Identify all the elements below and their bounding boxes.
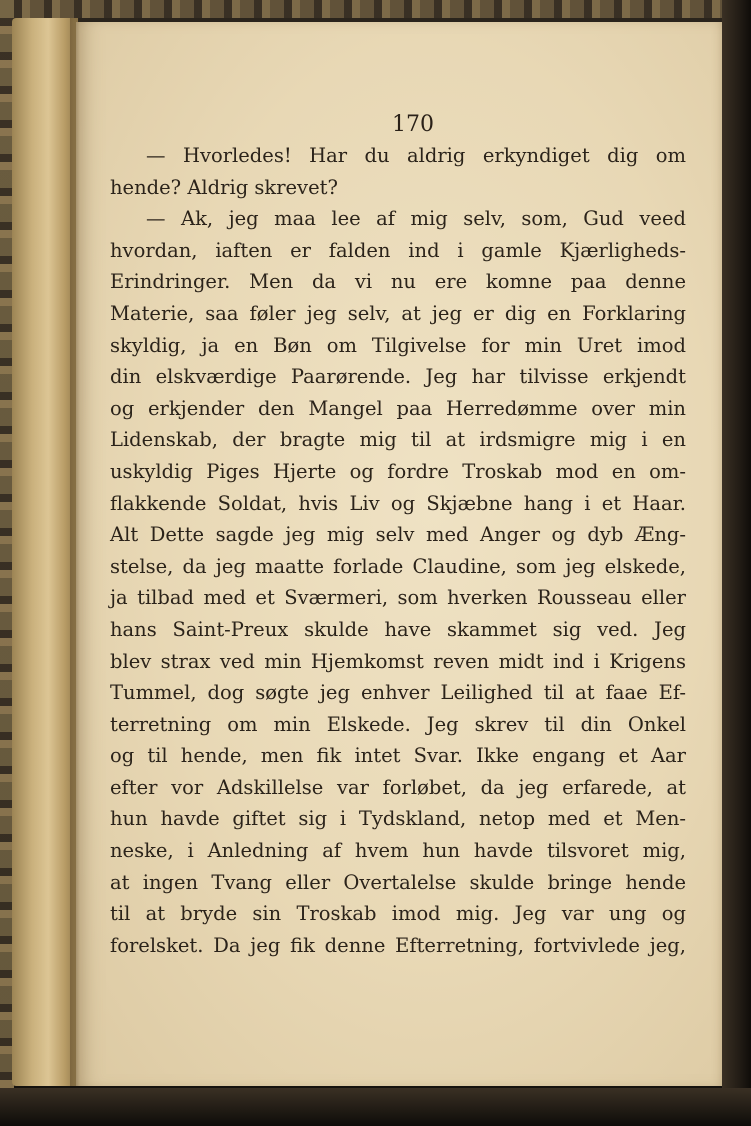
text-line: hvordan, iaften er falden ind i gamle Kjærligheds- bbox=[110, 238, 686, 262]
book-cover-bottom-edge bbox=[0, 1088, 751, 1126]
book-cover-right-edge bbox=[722, 0, 751, 1126]
text-line: Lidenskab, der bragte mig til at irdsmigre mig i en bbox=[110, 428, 686, 452]
text-line: forelsket. Da jeg fik denne Efterretning, fortvivlede jeg, bbox=[110, 933, 686, 957]
text-line: hans Saint-Preux skulde have skammet sig ved. Jeg bbox=[110, 617, 686, 641]
text-line: hende? Aldrig skrevet? bbox=[110, 175, 338, 199]
text-line: uskyldig Piges Hjerte og fordre Troskab mod en om- bbox=[110, 459, 686, 483]
text-line: ja tilbad med et Sværmeri, som hverken Rousseau eller bbox=[110, 586, 686, 610]
text-line: neske, i Anledning af hvem hun havde tilsvoret mig, bbox=[110, 839, 686, 863]
text-line: Tummel, dog søgte jeg enhver Leilighed til at faae Ef- bbox=[110, 681, 686, 705]
text-line: — Hvorledes! Har du aldrig erkyndiget dig om bbox=[146, 144, 686, 167]
text-line: — Ak, jeg maa lee af mig selv, som, Gud veed bbox=[146, 207, 686, 231]
text-line: efter vor Adskillelse var forløbet, da jeg erfarede, at bbox=[110, 775, 686, 799]
page-text bbox=[110, 140, 686, 961]
text-line: Erindringer. Men da vi nu ere komne paa denne bbox=[110, 270, 686, 294]
text-line: terretning om min Elskede. Jeg skrev til din Onkel bbox=[110, 712, 686, 736]
book-cover-top-edge bbox=[0, 0, 751, 18]
text-line: og til hende, men fik intet Svar. Ikke engang et Aar bbox=[110, 744, 686, 768]
text-line: Materie, saa føler jeg selv, at jeg er dig en Forklaring bbox=[110, 301, 686, 325]
text-line: hun havde giftet sig i Tydskland, netop med et Men- bbox=[110, 807, 686, 831]
text-line: din elskværdige Paarørende. Jeg har tilvisse erkjendt bbox=[110, 365, 686, 389]
gutter-shadow bbox=[70, 18, 80, 1086]
text-line: Alt Dette sagde jeg mig selv med Anger og dyb Æng- bbox=[110, 523, 686, 547]
text-line: skyldig, ja en Bøn om Tilgivelse for min Uret imod bbox=[110, 333, 686, 357]
book-gutter bbox=[12, 18, 78, 1086]
text-line: og erkjender den Mangel paa Herredømme over min bbox=[110, 396, 686, 420]
text-line: til at bryde sin Troskab imod mig. Jeg var ung og bbox=[110, 902, 686, 926]
page-number: 170 bbox=[392, 112, 434, 137]
text-line: blev strax ved min Hjemkomst reven midt ind i Krigens bbox=[110, 649, 686, 673]
text-line: stelse, da jeg maatte forlade Claudine, som jeg elskede, bbox=[110, 554, 686, 578]
text-line: flakkende Soldat, hvis Liv og Skjæbne hang i et Haar. bbox=[110, 491, 686, 515]
text-line: at ingen Tvang eller Overtalelse skulde bringe hende bbox=[110, 870, 686, 894]
